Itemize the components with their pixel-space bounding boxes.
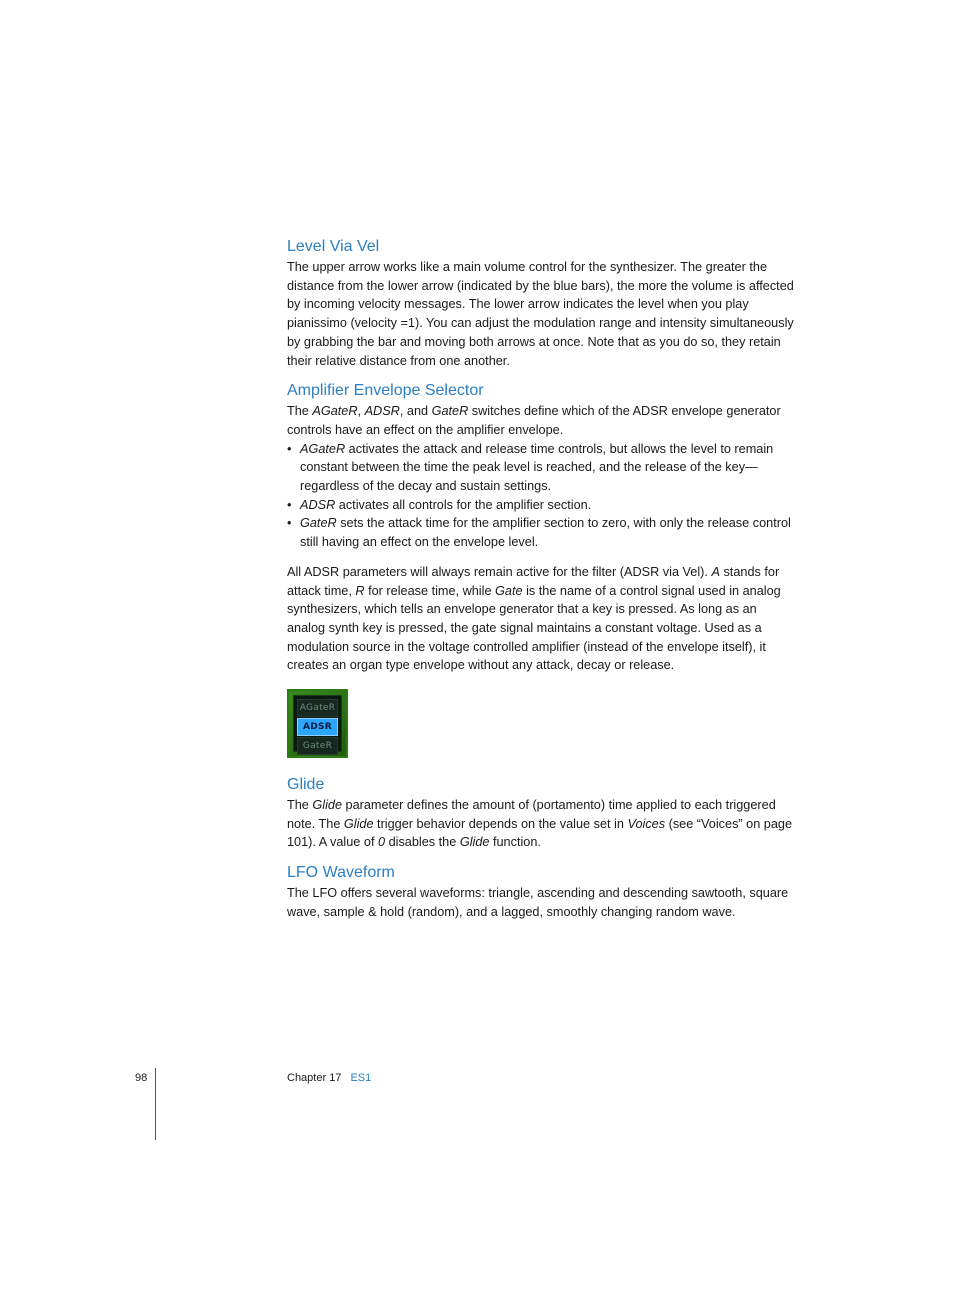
- chapter-title: ES1: [350, 1072, 372, 1084]
- section-amplifier-envelope-selector: [287, 380, 797, 675]
- amplifier-envelope-selector-image: [287, 689, 348, 758]
- paragraph-amp-env-intro: The AGateR, ADSR, and GateR switches define which of the ADSR envelope generator controls have an effect on the amplifier envelope.: [287, 404, 781, 437]
- list-item: • ADSR activates all controls for the amplifier section.: [287, 496, 797, 515]
- page-number: 98: [135, 1072, 148, 1084]
- list-item: • AGateR activates the attack and release time controls, but allows the level to remain constant between the time the peak level is reached, and the release of the key—regardless of the decay and sustain settings.: [287, 440, 797, 496]
- heading-amplifier-envelope-selector: Amplifier Envelope Selector: [287, 382, 484, 400]
- paragraph-lfo-waveform: The LFO offers several waveforms: triangle, ascending and descending sawtooth, square wave, sample & hold (random), and a lagged, smoothly changing random wave.: [287, 886, 789, 919]
- switch-agater[interactable]: AGateR: [297, 699, 338, 717]
- heading-glide: Glide: [287, 776, 325, 793]
- section-lfo-waveform: [287, 862, 797, 921]
- switch-adsr[interactable]: ADSR: [297, 718, 338, 736]
- heading-level-via-vel: Level Via Vel: [287, 238, 380, 255]
- paragraph-glide: The Glide parameter defines the amount of (portamento) time applied to each triggered note. The Glide trigger behavior depends on the value set in Voices (see “Voices” on page 101). A value of 0 disables the Glide function.: [287, 798, 793, 850]
- paragraph-level-via-vel: The upper arrow works like a main volume control for the synthesizer. The greater the distance from the lower arrow (indicated by the blue bars), the more the volume is affected by incoming velocity messages. The lower arrow indicates the level when you play pianissimo (velocity =1). You can adjust the modulation range and intensity simultaneously by grabbing the bar and moving both arrows at once. Note that as you do so, they retain their relative distance from one another.: [287, 260, 794, 368]
- switch-gater[interactable]: GateR: [297, 737, 338, 755]
- section-glide: [287, 774, 797, 852]
- page-content: [287, 236, 797, 675]
- bullet-list-envelope-modes: [287, 440, 797, 552]
- selector-panel: [293, 695, 342, 752]
- list-item: • GateR sets the attack time for the amplifier section to zero, with only the release control still having an effect on the envelope level.: [287, 514, 797, 551]
- paragraph-adsr-explanation: All ADSR parameters will always remain active for the filter (ADSR via Vel). A stands for attack time, R for release time, while Gate is the name of a control signal used in analog synthesizers, which tells an envelope generator that a key is pressed. As long as an analog synth key is pressed, the gate signal maintains a constant voltage. Used as a modulation source in the voltage controlled amplifier (instead of the envelope itself), it creates an organ type envelope without any attack, decay or release.: [287, 564, 781, 673]
- section-level-via-vel: [287, 236, 797, 370]
- chapter-label: Chapter 17: [287, 1072, 342, 1084]
- heading-lfo-waveform: LFO Waveform: [287, 864, 395, 882]
- footer-divider: [155, 1068, 156, 1140]
- footer-chapter: [287, 1070, 371, 1086]
- page-content-lower: [287, 774, 797, 922]
